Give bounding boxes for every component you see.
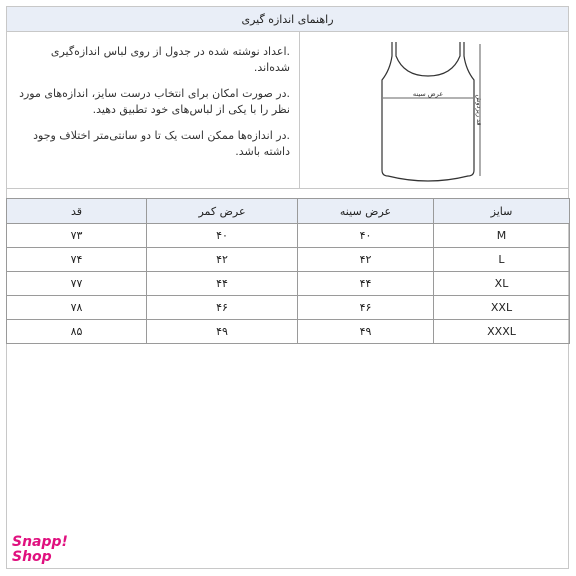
cell-waist: ۴۰ — [147, 224, 298, 248]
guide-notes — [12, 44, 290, 170]
snappshop-logo — [12, 535, 92, 565]
note-item: .در صورت امکان برای انتخاب درست سایز، اندازه‌های مورد نظر را با یکی از لباس‌های خود تطبیق دهید. — [19, 87, 290, 116]
cell-waist: ۴۹ — [147, 320, 298, 344]
cell-size: M — [434, 224, 570, 248]
size-table — [6, 198, 570, 344]
cell-waist: ۴۴ — [147, 272, 298, 296]
logo-line-2: Shop — [12, 549, 52, 565]
tank-top-outline — [382, 42, 474, 181]
table-row — [7, 224, 570, 248]
cell-waist: ۴۶ — [147, 296, 298, 320]
cell-size: L — [434, 248, 570, 272]
chest-measure-label: عرض سینه — [412, 90, 444, 98]
table-row — [7, 320, 570, 344]
cell-height: ۷۴ — [7, 248, 147, 272]
table-row — [7, 272, 570, 296]
cell-waist: ۴۲ — [147, 248, 298, 272]
table-row — [7, 296, 570, 320]
logo-line-1: Snapp! — [12, 534, 68, 550]
table-header-row — [7, 199, 570, 224]
cell-chest: ۴۰ — [298, 224, 434, 248]
cell-height: ۸۵ — [7, 320, 147, 344]
tank-top-diagram — [370, 36, 486, 186]
cell-chest: ۴۲ — [298, 248, 434, 272]
header-size: سایز — [434, 199, 570, 224]
cell-height: ۷۸ — [7, 296, 147, 320]
header-waist: عرض کمر — [147, 199, 298, 224]
guide-title: راهنمای اندازه گیری — [6, 6, 569, 32]
table-row — [7, 248, 570, 272]
header-height: قد — [7, 199, 147, 224]
cell-size: XXXL — [434, 320, 570, 344]
cell-size: XXL — [434, 296, 570, 320]
cell-chest: ۴۴ — [298, 272, 434, 296]
header-chest: عرض سینه — [298, 199, 434, 224]
cell-chest: ۴۶ — [298, 296, 434, 320]
length-measure-label: قد زیردوش — [475, 94, 483, 126]
note-item: .اعداد نوشته شده در جدول از روی لباس اندازه‌گیری شده‌اند. — [50, 45, 290, 74]
panel-divider — [299, 31, 300, 189]
cell-size: XL — [434, 272, 570, 296]
cell-chest: ۴۹ — [298, 320, 434, 344]
note-item: .در اندازه‌ها ممکن است یک تا دو سانتی‌متر اختلاف وجود داشته باشد. — [33, 129, 290, 158]
cell-height: ۷۳ — [7, 224, 147, 248]
cell-height: ۷۷ — [7, 272, 147, 296]
